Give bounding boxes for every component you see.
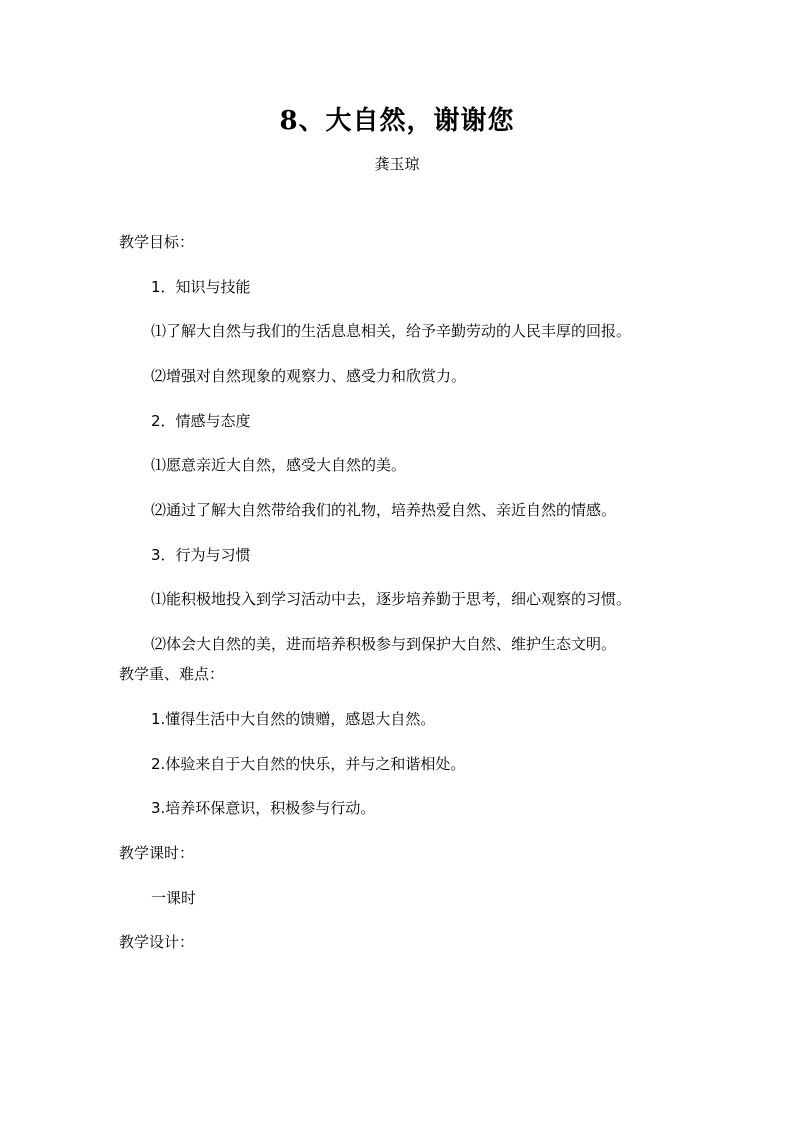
- objective-section-label: 2．情感与态度: [151, 412, 251, 430]
- class-hours-value: 一课时: [151, 889, 197, 907]
- key-point-item: 1.懂得生活中大自然的馈赠，感恩大自然。: [151, 710, 436, 728]
- key-points-heading: 教学重、难点：: [119, 665, 225, 683]
- objective-item: ⑵增强对自然现象的观察力、感受力和欣赏力。: [151, 367, 467, 385]
- document-author: 龚玉琼: [374, 155, 420, 173]
- key-point-item: 2.体验来自于大自然的快乐，并与之和谐相处。: [151, 755, 466, 773]
- objectives-heading: 教学目标：: [119, 233, 195, 251]
- class-hours-heading: 教学课时：: [119, 844, 195, 862]
- document-title: 8、大自然，谢谢您: [279, 106, 515, 136]
- objective-section-label: 3．行为与习惯: [151, 546, 251, 564]
- key-point-item: 3.培养环保意识，积极参与行动。: [151, 799, 376, 817]
- objective-item: ⑴能积极地投入到学习活动中去，逐步培养勤于思考，细心观察的习惯。: [151, 590, 632, 608]
- objective-item: ⑵体会大自然的美，进而培养积极参与到保护大自然、维护生态文明。: [151, 635, 617, 653]
- objective-item: ⑵通过了解大自然带给我们的礼物，培养热爱自然、亲近自然的情感。: [151, 501, 617, 519]
- objective-item: ⑴了解大自然与我们的生活息息相关，给予辛勤劳动的人民丰厚的回报。: [151, 322, 632, 340]
- objective-section-label: 1．知识与技能: [151, 278, 251, 296]
- objective-item: ⑴愿意亲近大自然，感受大自然的美。: [151, 456, 407, 474]
- design-heading: 教学设计：: [119, 933, 195, 951]
